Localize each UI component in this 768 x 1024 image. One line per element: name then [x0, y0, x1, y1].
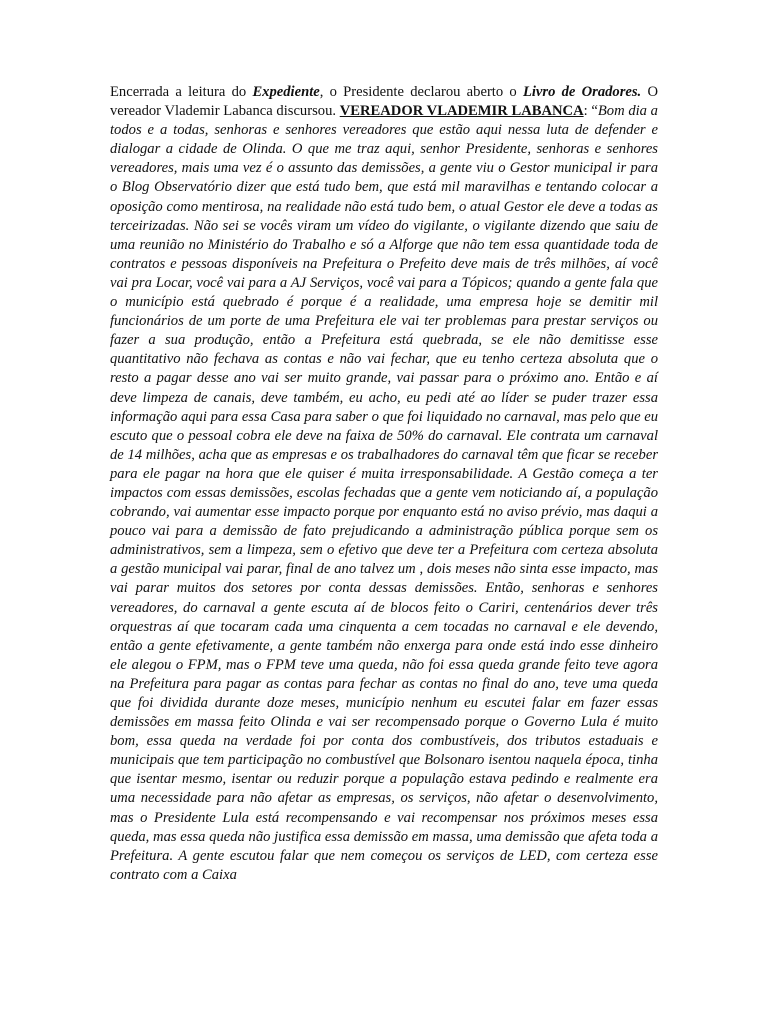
speech-paragraph — [110, 83, 658, 885]
livro-de-oradores-term: Livro de Oradores. — [522, 84, 642, 100]
speaker-name: VEREADOR VLADEMIR LABANCA — [339, 103, 584, 120]
expediente-term: Expediente — [252, 84, 320, 100]
speech-text: Bom dia a todos e a todas, senhoras e senhores vereadores que estão aqui nessa luta de defender e dialogar a cidade de Olinda. O que me traz aqui, senhor Presidente, senhoras e senhores vereadores, mais uma vez é o assunto das demissões, a gente viu o Gestor municipal ir para o Blog Observatório dizer que está tudo bem, que está mil maravilhas e tentando colocar a oposição como mentirosa, na realidade não está tudo bem, o atual Gestor ele deve a todas as terceirizadas. Não sei se vocês viram um vídeo do vigilante, o vigilante dizendo que saiu de uma reunião no Ministério do Trabalho e só a Alforge que não tem essa quantidade toda de contratos e pessoas disponíveis na Prefeitura o Prefeito deve mais de três milhões, aí você vai pra Locar, você vai para a AJ Serviços, você vai para a Tópicos; quando a gente fala que o município está quebrado é porque é a realidade, uma empresa hoje se demitir mil funcionários de um porte de uma Prefeitura ele vai ter problemas para prestar serviços ou fazer a sua produção, então a Prefeitura está quebrada, se ele não demitisse esse quantitativo não fechava as contas e não vai fechar, que eu tenho certeza absoluta que o resto a pagar desse ano vai ser muito grande, vai passar para o próximo ano. Então e aí deve limpeza de canais, deve também, eu acho, eu pedi até ao líder se puder trazer essa informação aqui para essa Casa para saber o que foi liquidado no carnaval, mas pelo que eu escuto que o pessoal cobra ele deve na faixa de 50% do carnaval. Ele contrata um carnaval de 14 milhões, acha que as empresas e os trabalhadores do carnaval têm que ficar se receber para ele pagar na hora que ele quiser é muita irresponsabilidade. A Gestão começa a ter impactos com essas demissões, escolas fechadas que a gente vem noticiando aí, a população cobrando, vai aumentar esse impacto porque por enquanto está no aviso prévio, mas daqui a pouco vai para a demissão de fato prejudicando a administração pública porque sem os administrativos, sem a limpeza, sem o efetivo que deve ter a Prefeitura com certeza absoluta a gestão municipal vai parar, final de ano talvez um , dois meses não sinta esse impacto, mas vai parar muitos dos setores por conta dessas demissões. Então, senhoras e senhores vereadores, do carnaval a gente escuta aí de blocos feito o Cariri, centenários dever três orquestras aí que tocaram cada uma cinquenta a cem tocadas no carnaval e ele devendo, então a gente efetivamente, a gente também não enxerga para onde está indo esse dinheiro ele alegou o FPM, mas o FPM teve uma queda, não foi essa queda grande feito teve agora na Prefeitura para pagar as contas para fechar as contas no final do ano, teve uma queda que foi dividida durante doze meses, município nenhum eu escutei falar em fazer essas demissões em massa feito Olinda e vai ser recompensado porque o Governo Lula é muito bom, essa queda na verdade foi por conta dos combustíveis, dos tributos estaduais e municipais que tem participação no combustível que Bolsonaro isentou naquela época, tinha que isentar mesmo, isentar ou reduzir porque a população estava pedindo e realmente era uma necessidade para não afetar as empresas, os serviços, não afetar o desenvolvimento, mas o Presidente Lula está recompensando e vai recompensar nos próximos meses essa queda, mas essa queda não justifica essa demissão em massa, uma demissão que afeta toda a Prefeitura. A gente escutou falar que nem começou os serviços de LED, com certeza esse contrato com a Caixa — [110, 103, 658, 883]
opening-text-2: , o Presidente declarou aberto o — [319, 84, 523, 100]
opening-text-1: Encerrada a leitura do — [110, 84, 253, 100]
opening-text-3: O vereador Vlademir Labanca discursou. — [110, 84, 658, 120]
document-page — [110, 83, 658, 885]
speech-open-quote: : “ — [583, 103, 598, 120]
